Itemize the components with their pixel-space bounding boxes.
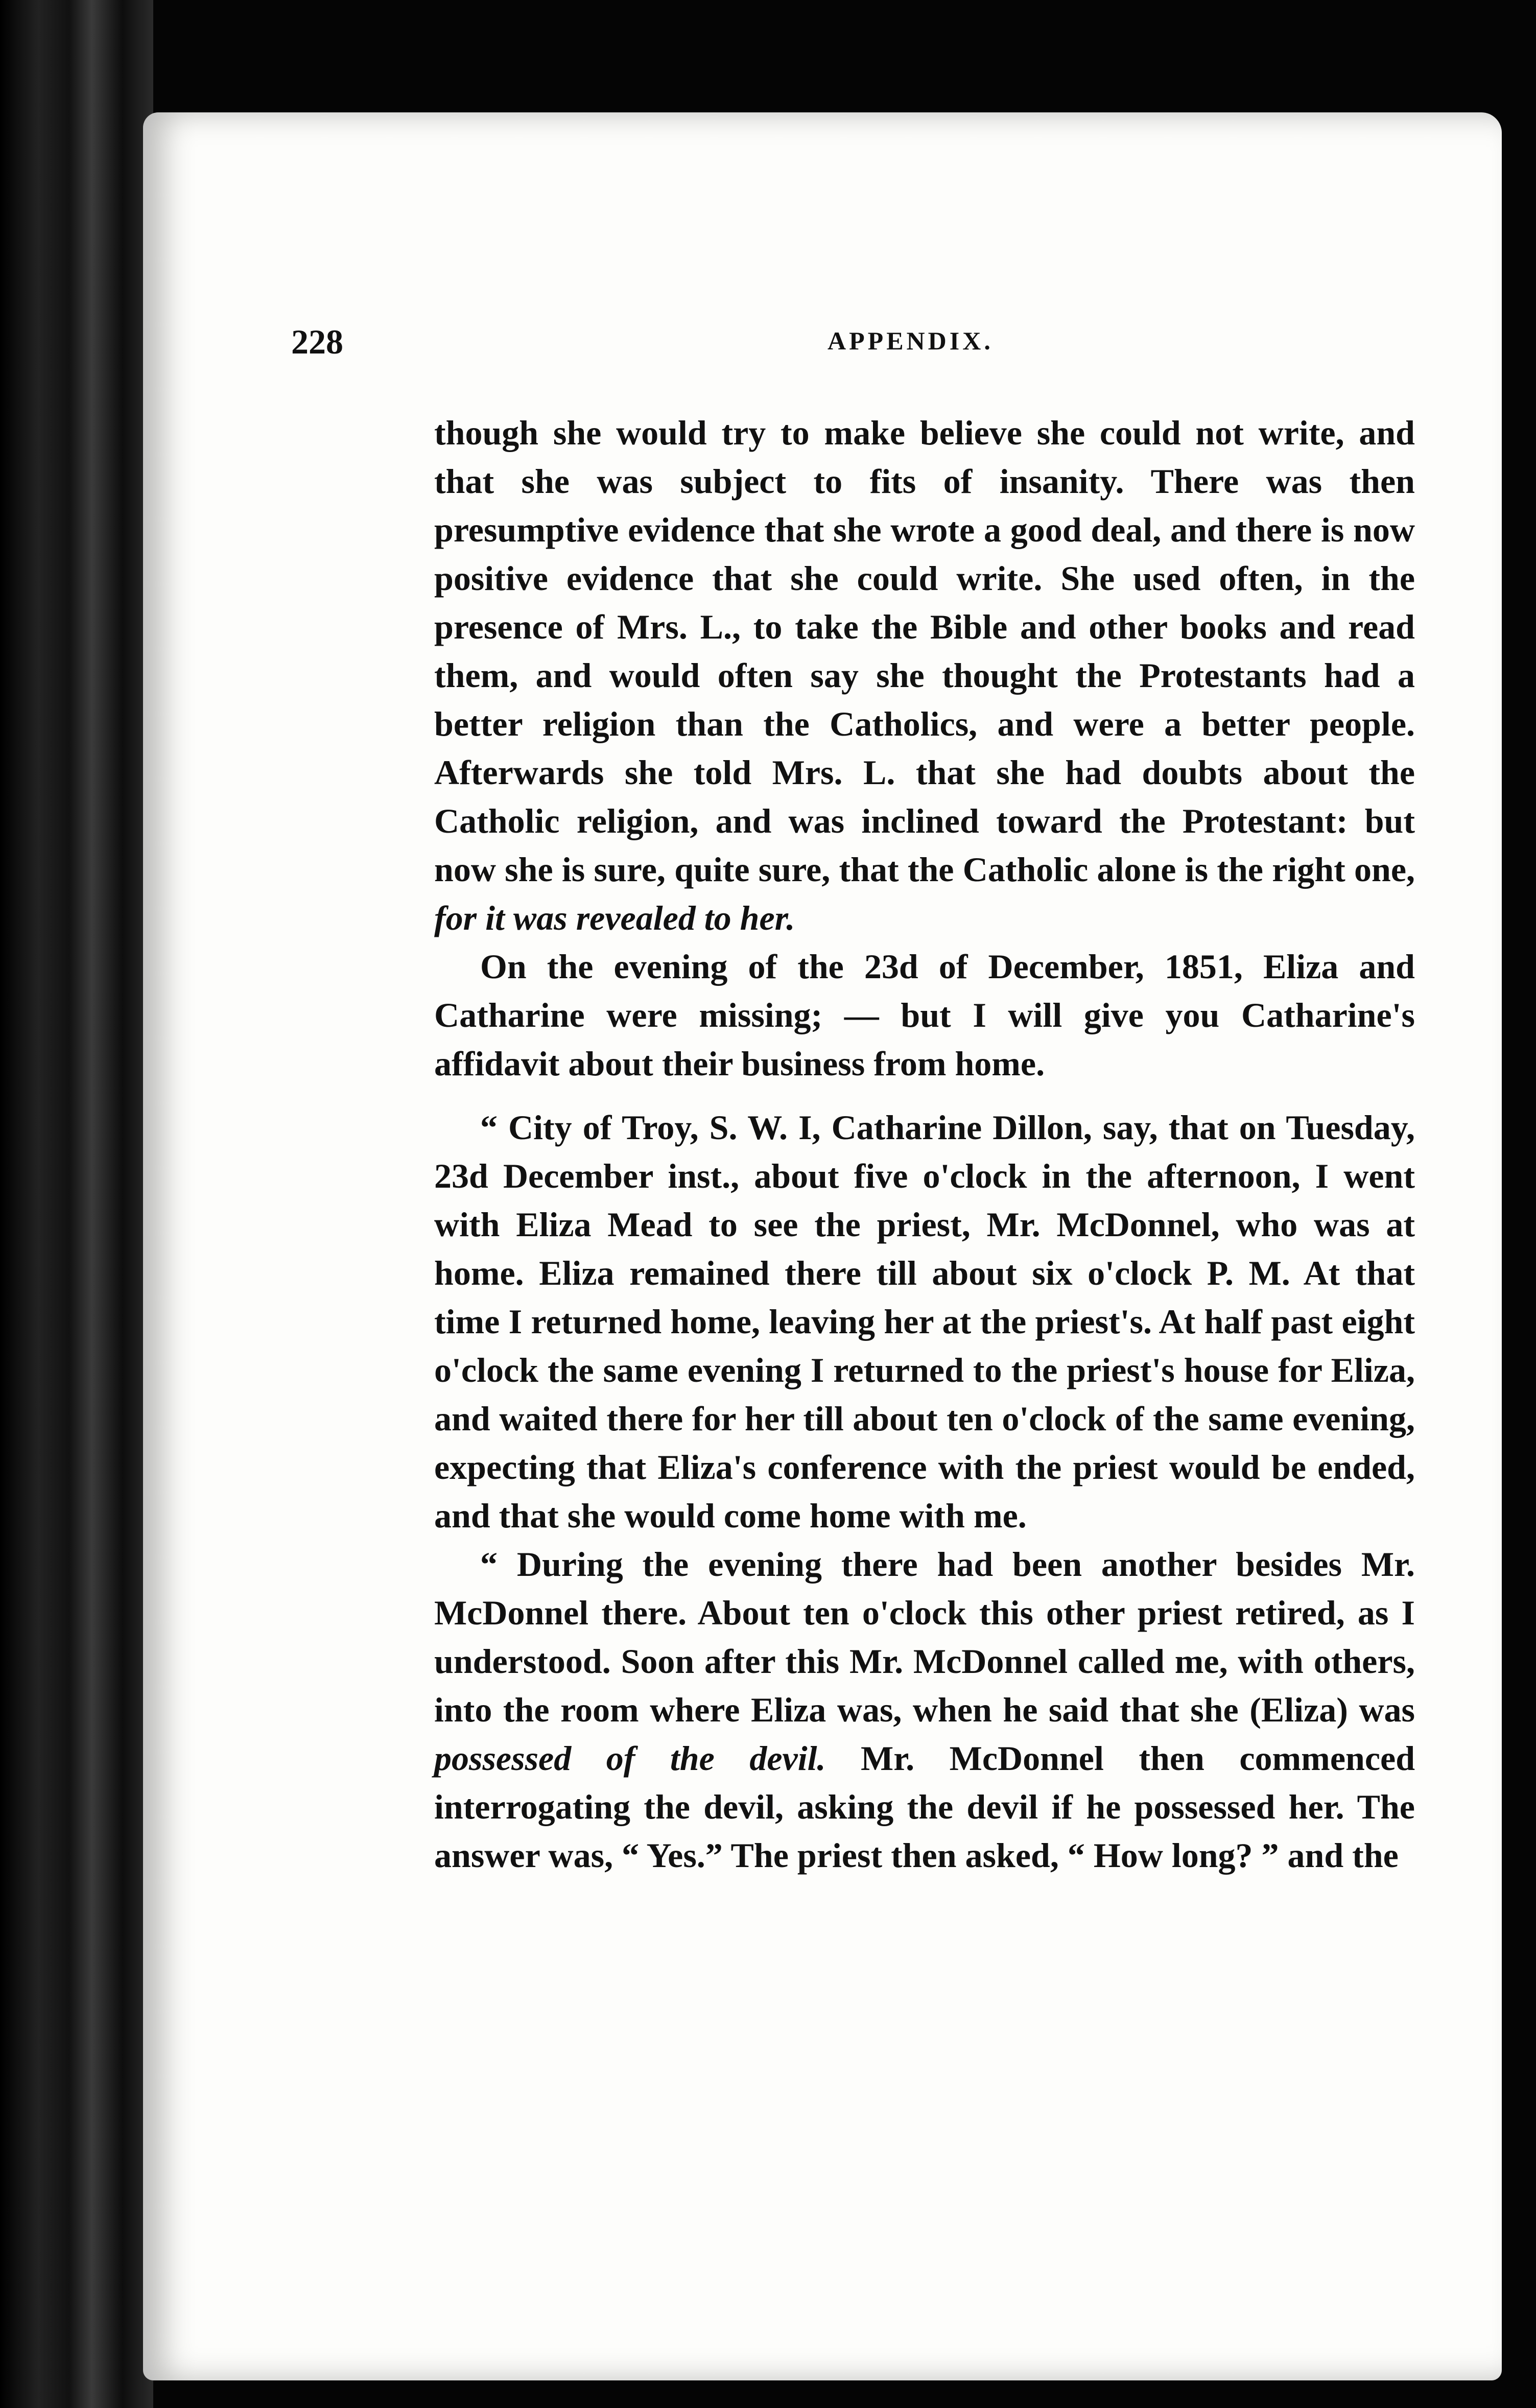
paragraph-1 <box>434 409 1415 942</box>
body-text <box>434 409 1415 1880</box>
paragraph-1-text: though she would try to make believe she could not write, and that she was subject to fits of insanity. There was then presumptive evidence that she wrote a good deal, and there is now positive evidence that she could write. She used often, in the presence of Mrs. L., to take the Bible and other books and read them, and would often say she thought the Protestants had a better religion than the Catholics, and were a better people. Afterwards she told Mrs. L. that she had doubts about the Catholic religion, and was inclined toward the Protestant: but now she is sure, quite sure, that the Catholic alone is the right one, <box>434 413 1415 889</box>
page-number: 228 <box>291 322 343 361</box>
book-spine-shadow <box>0 0 153 2408</box>
paragraph-1-italic: for it was revealed to her. <box>434 899 795 937</box>
running-head: APPENDIX. <box>828 326 994 355</box>
paragraph-4-italic: possessed of the devil. <box>434 1739 826 1778</box>
paragraph-2: On the evening of the 23d of December, 1851, Eliza and Catharine were missing; — but I will give you Catharine's affidavit about their business from home. <box>434 947 1415 1083</box>
paragraph-4-affidavit <box>434 1540 1415 1880</box>
paragraph-3-affidavit: “ City of Troy, S. W. I, Catharine Dillon, say, that on Tuesday, 23d December inst., about five o'clock in the afternoon, I went with Eliza Mead to see the priest, Mr. McDonnel, who was at home. Eliza remained there till about six o'clock P. M. At that time I returned home, leaving her at the priest's. At half past eight o'clock the same evening I returned to the priest's house for Eliza, and waited there for her till about ten o'clock of the same evening, expecting that Eliza's conference with the priest would be ended, and that she would come home with me. <box>434 1108 1415 1535</box>
page-header <box>291 322 1262 373</box>
paragraph-4-text-after: Mr. McDonnel then commenced interrogating the devil, asking the devil if he possessed her. The answer was, “ Yes.” The priest then asked, “ How long? ” and the <box>434 1739 1415 1875</box>
paragraph-4-text-before: “ During the evening there had been another besides Mr. McDonnel there. About ten o'clock this other priest retired, as I understood. Soon after this Mr. McDonnel called me, with others, into the room where Eliza was, when he said that she (Eliza) was <box>434 1545 1415 1729</box>
